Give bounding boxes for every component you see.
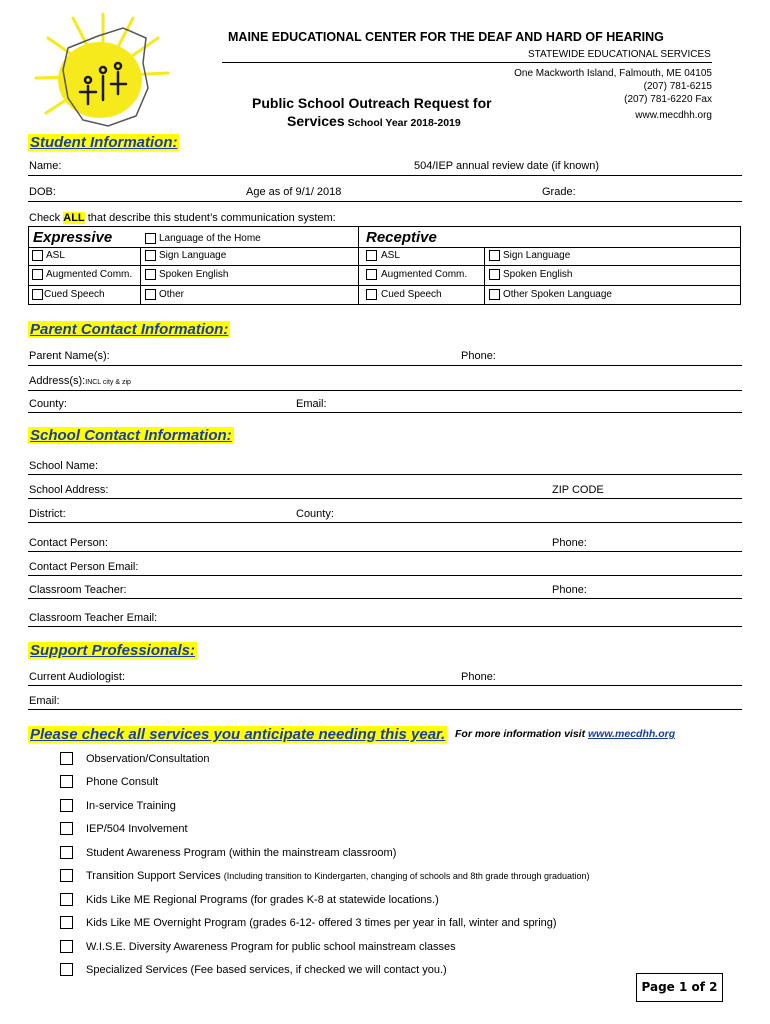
service-checkbox-2[interactable] <box>60 775 73 788</box>
audiologist-phone-label: Phone: <box>461 671 496 683</box>
service-label-7: Kids Like ME Regional Programs (for grades K-8 at statewide locations.) <box>86 894 439 906</box>
parent-phone-label: Phone: <box>461 350 496 362</box>
teacher-label: Classroom Teacher: <box>29 584 127 596</box>
service-checkbox-1[interactable] <box>60 752 73 765</box>
mecdhh-logo <box>28 8 178 140</box>
parent-name-label: Parent Name(s): <box>29 350 110 362</box>
comm-system-instruction <box>29 212 336 224</box>
rec-other-spoken-label: Other Spoken Language <box>503 289 612 300</box>
school-address-label: School Address: <box>29 484 109 496</box>
teacher-field[interactable] <box>28 598 742 599</box>
teacher-email-label: Classroom Teacher Email: <box>29 612 158 624</box>
support-heading: Support Professionals: <box>30 642 196 659</box>
age-label: Age as of 9/1/ 2018 <box>246 186 342 198</box>
teacher-email-field[interactable] <box>28 626 742 627</box>
org-website: www.mecdhh.org <box>635 110 712 121</box>
service-checkbox-10[interactable] <box>60 963 73 976</box>
rec-cued-speech-checkbox[interactable] <box>366 289 377 300</box>
service-checkbox-9[interactable] <box>60 940 73 953</box>
student-name-label: Name: <box>29 160 62 172</box>
student-name-field[interactable] <box>28 175 742 176</box>
exp-asl-checkbox[interactable] <box>32 250 43 261</box>
student-info-heading: Student Information: <box>30 134 178 151</box>
parent-name-field[interactable] <box>28 365 742 366</box>
dob-field[interactable] <box>28 201 742 202</box>
rec-augmented-label: Augmented Comm. <box>381 269 468 280</box>
parent-address-field[interactable] <box>28 390 742 391</box>
parent-county-field[interactable] <box>28 412 742 413</box>
school-name-field[interactable] <box>28 474 742 475</box>
mecdhh-link[interactable]: www.mecdhh.org <box>588 728 676 740</box>
form-title-line2 <box>287 113 461 129</box>
service-label-6-note: (Including transition to Kindergarten, changing of schools and 8th grade through graduation) <box>223 871 590 881</box>
rec-asl-checkbox[interactable] <box>366 250 377 261</box>
parent-info-heading: Parent Contact Information: <box>30 321 229 338</box>
service-checkbox-4[interactable] <box>60 822 73 835</box>
exp-sign-language-checkbox[interactable] <box>145 250 156 261</box>
comm-grid-col-rec <box>484 247 485 305</box>
district-label: District: <box>29 508 66 520</box>
audiologist-email-field[interactable] <box>28 709 742 710</box>
school-address-field[interactable] <box>28 498 742 499</box>
parent-address-label: Address(s): <box>29 375 86 387</box>
exp-augmented-label: Augmented Comm. <box>46 269 133 280</box>
school-year: School Year 2018-2019 <box>347 117 461 129</box>
service-checkbox-8[interactable] <box>60 916 73 929</box>
audiologist-email-label: Email: <box>29 695 60 707</box>
service-label-4: IEP/504 Involvement <box>86 823 188 835</box>
check-all: ALL <box>63 212 85 224</box>
service-label-5: Student Awareness Program (within the mainstream classroom) <box>86 847 397 859</box>
exp-spoken-english-checkbox[interactable] <box>145 269 156 280</box>
service-label-6 <box>86 870 590 882</box>
audiologist-label: Current Audiologist: <box>29 671 125 683</box>
service-checkbox-6[interactable] <box>60 869 73 882</box>
rec-sign-language-label: Sign Language <box>503 250 571 261</box>
org-fax: (207) 781-6220 Fax <box>624 94 712 105</box>
services-info <box>455 728 675 740</box>
language-of-home-checkbox[interactable] <box>145 233 156 244</box>
expressive-heading: Expressive <box>33 229 113 246</box>
service-checkbox-5[interactable] <box>60 846 73 859</box>
parent-address-note: INCL city & zip <box>85 379 131 386</box>
rec-asl-label: ASL <box>381 250 400 261</box>
exp-other-checkbox[interactable] <box>145 289 156 300</box>
exp-spoken-english-label: Spoken English <box>159 269 229 280</box>
contact-email-label: Contact Person Email: <box>29 561 139 573</box>
org-phone: (207) 781-6215 <box>643 81 712 92</box>
contact-email-field[interactable] <box>28 575 742 576</box>
contact-person-field[interactable] <box>28 551 742 552</box>
school-name-label: School Name: <box>29 460 99 472</box>
grade-label: Grade: <box>542 186 576 198</box>
dob-label: DOB: <box>29 186 56 198</box>
service-label-6-text: Transition Support Services <box>86 870 224 882</box>
comm-grid-row2 <box>28 265 741 266</box>
exp-cued-speech-checkbox[interactable] <box>32 289 43 300</box>
service-label-1: Observation/Consultation <box>86 753 210 765</box>
review-date-label: 504/IEP annual review date (if known) <box>414 160 600 172</box>
parent-email-label: Email: <box>296 398 327 410</box>
school-zip-label: ZIP CODE <box>552 484 604 496</box>
receptive-heading: Receptive <box>366 229 437 246</box>
services-info-prefix: For more information visit <box>455 728 589 740</box>
rec-other-spoken-checkbox[interactable] <box>489 289 500 300</box>
comm-grid-row3 <box>28 285 741 286</box>
exp-other-label: Other <box>159 289 185 300</box>
rec-augmented-checkbox[interactable] <box>366 269 377 280</box>
rec-sign-language-checkbox[interactable] <box>489 250 500 261</box>
language-of-home-label: Language of the Home <box>159 233 261 244</box>
service-label-10: Specialized Services (Fee based services, if checked we will contact you.) <box>86 964 447 976</box>
parent-address-row <box>29 375 131 387</box>
service-label-9: W.I.S.E. Diversity Awareness Program for public school mainstream classes <box>86 941 456 953</box>
check-prefix: Check <box>29 212 64 224</box>
service-label-2: Phone Consult <box>86 776 159 788</box>
check-suffix: that describe this student’s communication system: <box>84 212 336 224</box>
org-title: MAINE EDUCATIONAL CENTER FOR THE DEAF AND HARD OF HEARING <box>228 30 664 44</box>
exp-asl-label: ASL <box>46 250 65 261</box>
parent-county-label: County: <box>29 398 67 410</box>
page-number: Page 1 of 2 <box>641 980 718 994</box>
org-address: One Mackworth Island, Falmouth, ME 04105 <box>514 68 712 79</box>
rec-spoken-english-label: Spoken English <box>503 269 573 280</box>
service-checkbox-7[interactable] <box>60 893 73 906</box>
rec-cued-speech-label: Cued Speech <box>381 289 442 300</box>
service-checkbox-3[interactable] <box>60 799 73 812</box>
contact-phone-label: Phone: <box>552 537 587 549</box>
header-rule <box>222 62 712 63</box>
org-subtitle: STATEWIDE EDUCATIONAL SERVICES <box>528 49 711 60</box>
district-field[interactable] <box>28 522 742 523</box>
service-label-8: Kids Like ME Overnight Program (grades 6-12- offered 3 times per year in fall, winter and spring) <box>86 917 557 929</box>
service-label-3: In-service Training <box>86 800 176 812</box>
exp-sign-language-label: Sign Language <box>159 250 227 261</box>
school-info-heading: School Contact Information: <box>30 427 232 444</box>
services-heading: Please check all services you anticipate needing this year. <box>30 726 446 743</box>
comm-grid-row1 <box>28 247 741 248</box>
audiologist-field[interactable] <box>28 685 742 686</box>
form-title-line1: Public School Outreach Request for <box>252 95 492 111</box>
school-county-label: County: <box>296 508 334 520</box>
rec-spoken-english-checkbox[interactable] <box>489 269 500 280</box>
teacher-phone-label: Phone: <box>552 584 587 596</box>
contact-person-label: Contact Person: <box>29 537 108 549</box>
exp-cued-speech-label: Cued Speech <box>44 289 105 300</box>
exp-augmented-checkbox[interactable] <box>32 269 43 280</box>
form-title-services: Services <box>287 113 345 129</box>
comm-grid-col-exp <box>140 247 141 305</box>
